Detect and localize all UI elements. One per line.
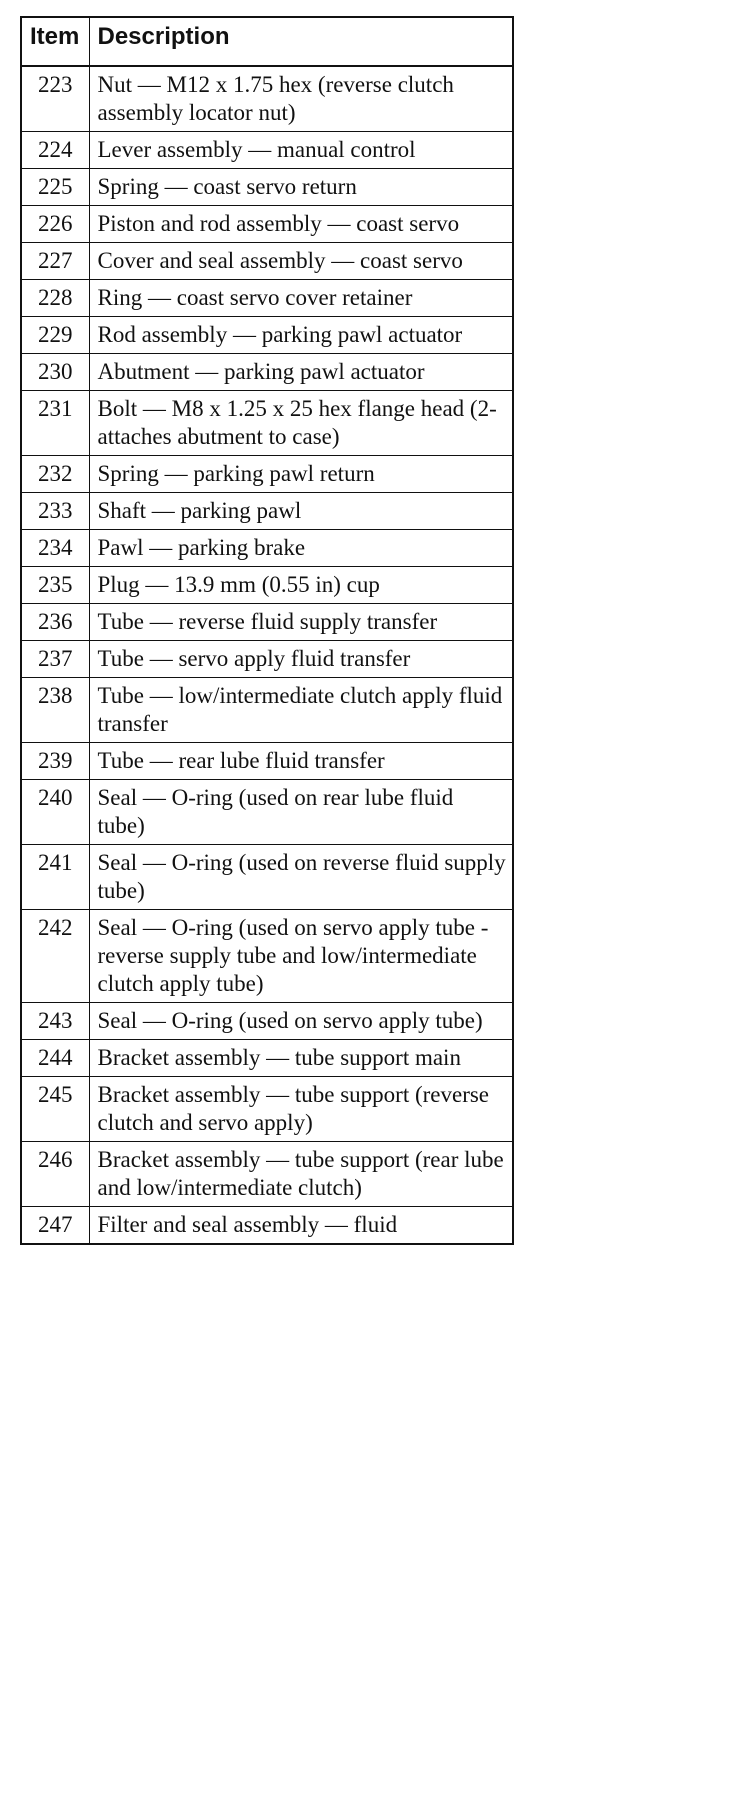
item-number: 240 [21,780,89,845]
item-number: 232 [21,456,89,493]
item-number: 223 [21,66,89,132]
item-number: 236 [21,604,89,641]
table-row [21,243,513,280]
item-number: 242 [21,910,89,1003]
item-description: Bolt — M8 x 1.25 x 25 hex flange head (2-attaches abutment to case) [89,391,513,456]
item-description: Seal — O-ring (used on rear lube fluid tube) [89,780,513,845]
item-number: 238 [21,678,89,743]
item-number: 245 [21,1077,89,1142]
table-row [21,845,513,910]
item-number: 224 [21,132,89,169]
item-description: Nut — M12 x 1.75 hex (reverse clutch assembly locator nut) [89,66,513,132]
table-row [21,169,513,206]
table-row [21,910,513,1003]
parts-table [20,16,514,1245]
table-body [21,66,513,1244]
item-description: Shaft — parking pawl [89,493,513,530]
table-row [21,604,513,641]
item-number: 234 [21,530,89,567]
item-description: Tube — low/intermediate clutch apply fluid transfer [89,678,513,743]
item-number: 235 [21,567,89,604]
table-row [21,1077,513,1142]
table-row [21,1142,513,1207]
item-description: Plug — 13.9 mm (0.55 in) cup [89,567,513,604]
table-row [21,354,513,391]
column-header-item: Item [21,17,89,66]
item-description: Rod assembly — parking pawl actuator [89,317,513,354]
item-description: Tube — reverse fluid supply transfer [89,604,513,641]
item-number: 226 [21,206,89,243]
item-description: Bracket assembly — tube support (reverse clutch and servo apply) [89,1077,513,1142]
item-description: Pawl — parking brake [89,530,513,567]
header-row [21,17,513,66]
item-number: 243 [21,1003,89,1040]
table-header [21,17,513,66]
item-description: Bracket assembly — tube support main [89,1040,513,1077]
column-header-description: Description [89,17,513,66]
table-row [21,743,513,780]
item-number: 246 [21,1142,89,1207]
table-row [21,567,513,604]
item-number: 241 [21,845,89,910]
item-description: Seal — O-ring (used on servo apply tube) [89,1003,513,1040]
item-description: Filter and seal assembly — fluid [89,1207,513,1245]
item-description: Seal — O-ring (used on reverse fluid supply tube) [89,845,513,910]
item-number: 247 [21,1207,89,1245]
item-description: Tube — servo apply fluid transfer [89,641,513,678]
item-description: Seal — O-ring (used on servo apply tube - reverse supply tube and low/intermediate clutch apply tube) [89,910,513,1003]
item-description: Tube — rear lube fluid transfer [89,743,513,780]
item-number: 239 [21,743,89,780]
item-number: 227 [21,243,89,280]
item-description: Spring — parking pawl return [89,456,513,493]
item-description: Bracket assembly — tube support (rear lube and low/intermediate clutch) [89,1142,513,1207]
table-row [21,317,513,354]
item-number: 233 [21,493,89,530]
table-row [21,1207,513,1245]
item-description: Spring — coast servo return [89,169,513,206]
table-row [21,206,513,243]
item-number: 228 [21,280,89,317]
item-number: 231 [21,391,89,456]
item-number: 230 [21,354,89,391]
table-row [21,641,513,678]
item-description: Ring — coast servo cover retainer [89,280,513,317]
table-row [21,530,513,567]
item-description: Piston and rod assembly — coast servo [89,206,513,243]
table-row [21,391,513,456]
item-description: Cover and seal assembly — coast servo [89,243,513,280]
item-number: 225 [21,169,89,206]
item-description: Lever assembly — manual control [89,132,513,169]
table-row [21,132,513,169]
table-row [21,66,513,132]
table-row [21,456,513,493]
table-row [21,780,513,845]
item-description: Abutment — parking pawl actuator [89,354,513,391]
table-row [21,280,513,317]
table-row [21,1003,513,1040]
table-row [21,1040,513,1077]
table-row [21,493,513,530]
item-number: 229 [21,317,89,354]
table-row [21,678,513,743]
item-number: 244 [21,1040,89,1077]
item-number: 237 [21,641,89,678]
